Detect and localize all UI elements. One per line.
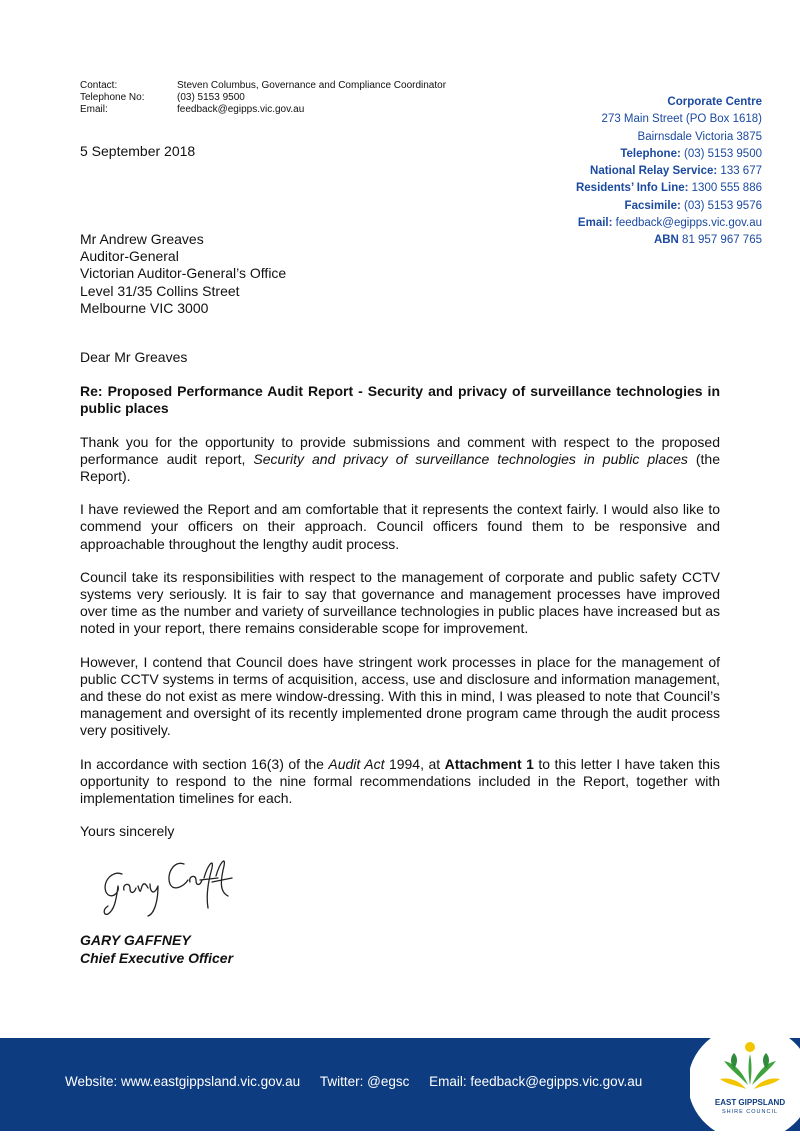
salutation: Dear Mr Greaves	[80, 349, 188, 365]
signer-name: GARY GAFFNEY	[80, 932, 191, 948]
footer-website: Website: www.eastgippsland.vic.gov.au	[65, 1074, 301, 1089]
contact-block	[80, 80, 446, 116]
recipient-city: Melbourne VIC 3000	[80, 299, 209, 316]
report-title: Security and privacy of surveillance technologies in public places	[253, 450, 688, 467]
handwritten-signature	[92, 852, 242, 927]
paragraph-5-text-b: 1994, at	[384, 755, 445, 772]
paragraph-5	[80, 756, 720, 808]
email-label: Email:	[80, 104, 108, 115]
corporate-street: 273 Main Street (PO Box 1618)	[601, 113, 762, 126]
telephone-row	[80, 92, 446, 104]
logo-background	[690, 1025, 800, 1141]
contact-row	[80, 80, 446, 92]
closing: Yours sincerely	[80, 823, 175, 840]
attachment-reference: Attachment 1	[444, 755, 534, 772]
paragraph-4: However, I contend that Council does have stringent work processes in place for the management of public CCTV systems in terms of acquisition, access, use and disclosure and information management, and these do not exist as mere window-dressing. With this in mind, I was pleased to note that Council’s management and oversight of its recently implemented drone program came through the audit process very positively.	[80, 653, 720, 739]
paragraph-1-text-b: (the Report).	[80, 450, 720, 485]
paragraph-5-text-c: to this letter I have taken this opportunity to respond to the nine formal recommendations included in the Report, together with implementation timelines for each.	[80, 755, 720, 807]
logo-text-line2: SHIRE COUNCIL	[721, 1109, 779, 1115]
corporate-telephone-label: Telephone:	[620, 147, 681, 160]
corporate-fax-value: (03) 5153 9576	[680, 199, 762, 212]
contact-value: Steven Columbus, Governance and Compliance Coordinator	[177, 80, 447, 91]
corporate-abn-label: ABN	[653, 234, 679, 247]
recipient-address	[80, 231, 286, 317]
footer-email: Email: feedback@egipps.vic.gov.au	[429, 1074, 643, 1089]
footer-band	[0, 1038, 800, 1131]
corporate-email	[576, 215, 762, 232]
corporate-info-value: 1300 555 886	[688, 182, 762, 195]
paragraph-1	[80, 434, 720, 486]
corporate-info-line	[576, 180, 762, 197]
letter-body	[80, 349, 720, 840]
corporate-fax-label: Facsimile:	[624, 199, 681, 212]
corporate-town: Bairnsdale Victoria 3875	[637, 130, 762, 143]
paragraph-2: I have reviewed the Report and am comfortable that it represents the context fairly. I would also like to commend your officers on their approach. Council officers found them to be responsive and approachable throughout the lengthy audit process.	[80, 501, 720, 552]
signer-block	[80, 932, 233, 967]
corporate-relay	[576, 163, 762, 180]
recipient-street: Level 31/35 Collins Street	[80, 282, 240, 299]
recipient-title: Auditor-General	[80, 248, 179, 265]
corporate-title: Corporate Centre	[667, 96, 762, 108]
signer-title: Chief Executive Officer	[80, 949, 234, 966]
telephone-label: Telephone No:	[80, 92, 145, 103]
recipient-name: Mr Andrew Greaves	[80, 231, 204, 247]
paragraph-3: Council take its responsibilities with respect to the management of corporate and public safety CCTV systems very seriously. It is fair to say that governance and management processes have improved over time as the number and variety of surveillance technologies in public places have increased but as noted in your report, there remains considerable scope for improvement.	[80, 568, 720, 637]
corporate-abn-value: 81 957 967 765	[678, 234, 762, 247]
paragraph-1-text-a: Thank you for the opportunity to provide submissions and comment with respect to the proposed performance audit report,	[80, 433, 720, 467]
corporate-centre-block	[576, 94, 762, 250]
corporate-telephone-value: (03) 5153 9500	[680, 147, 762, 160]
paragraph-5-text-a: In accordance with section 16(3) of the	[80, 755, 329, 772]
email-row	[80, 104, 446, 116]
letter-date: 5 September 2018	[80, 143, 196, 159]
corporate-relay-value: 133 677	[717, 165, 762, 178]
corporate-fax	[576, 198, 762, 215]
corporate-info-label: Residents’ Info Line:	[575, 182, 689, 195]
email-value: feedback@egipps.vic.gov.au	[177, 104, 305, 115]
recipient-office: Victorian Auditor-General’s Office	[80, 265, 287, 282]
corporate-email-value: feedback@egipps.vic.gov.au	[612, 217, 762, 230]
corporate-email-label: Email:	[577, 217, 613, 230]
contact-label: Contact:	[80, 80, 118, 91]
logo-text-line1: EAST GIPPSLAND	[714, 1098, 786, 1107]
east-gippsland-logo	[690, 1023, 800, 1143]
corporate-relay-label: National Relay Service:	[590, 165, 718, 178]
corporate-abn	[576, 232, 762, 249]
footer-contact-line	[65, 1074, 642, 1089]
corporate-telephone	[576, 146, 762, 163]
act-name: Audit Act	[328, 755, 385, 772]
footer-twitter: Twitter: @egsc	[319, 1074, 410, 1089]
telephone-value: (03) 5153 9500	[177, 92, 245, 103]
subject-line: Re: Proposed Performance Audit Report - Security and privacy of surveillance technologies in public places	[80, 383, 720, 417]
